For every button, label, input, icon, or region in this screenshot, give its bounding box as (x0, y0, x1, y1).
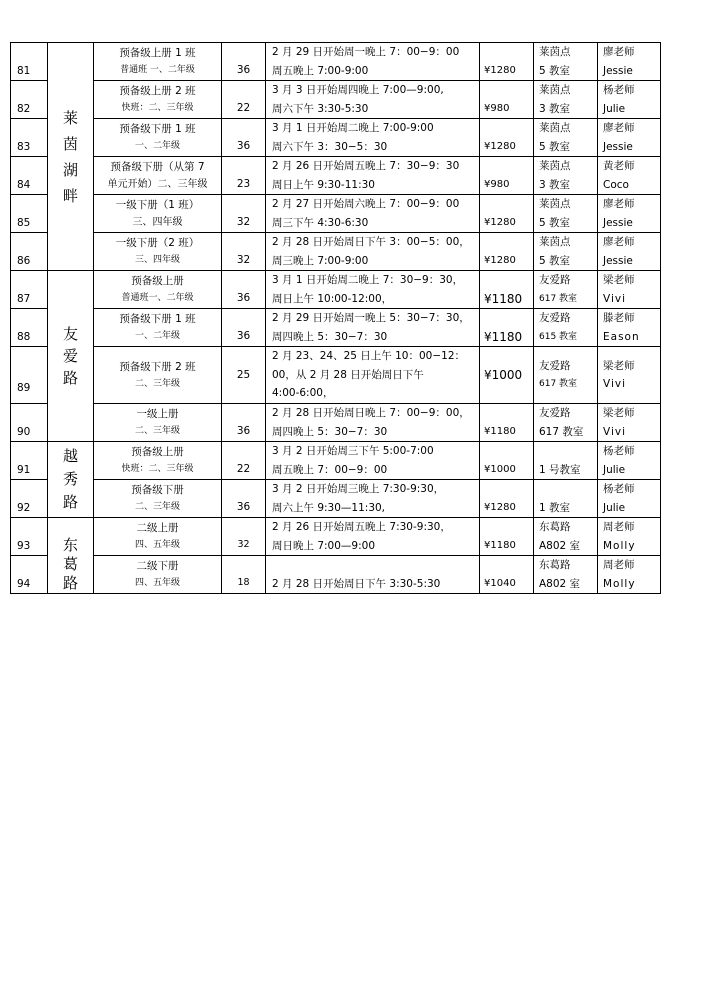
schedule: 3 月 2 日开始周三下午 5:00-7:00 周五晚上 7：00−9：00 (266, 442, 480, 480)
price: ¥1180 (480, 404, 534, 442)
schedule: 2 月 29 日开始周一晚上 5：30−7：30， 周四晚上 5：30−7：30 (266, 309, 480, 347)
course-name: 二级上册 四、五年级 (94, 518, 222, 556)
schedule: 2 月 29 日开始周一晚上 7：00−9：00 周五晚上 7:00-9:00 (266, 43, 480, 81)
price: ¥1280 (480, 119, 534, 157)
course-name: 预备级上册 普通班一、二年级 (94, 271, 222, 309)
schedule: 2 月 26 日开始周五晚上 7：30−9：30 周日上午 9:30-11:30 (266, 157, 480, 195)
table-row (11, 518, 661, 556)
row-number: 88 (11, 309, 48, 347)
price: ¥980 (480, 81, 534, 119)
price: ¥1180 (480, 518, 534, 556)
student-count: 36 (222, 119, 266, 157)
table-row (11, 556, 661, 594)
price: ¥980 (480, 157, 534, 195)
course-name: 二级下册 四、五年级 (94, 556, 222, 594)
student-count: 32 (222, 518, 266, 556)
course-name: 预备级上册 快班：二、三年级 (94, 442, 222, 480)
classroom: 莱茵点 5 教室 (534, 43, 598, 81)
student-count: 36 (222, 480, 266, 518)
course-name: 一级下册（1 班） 三、四年级 (94, 195, 222, 233)
classroom: 友爱路 617 教室 (534, 404, 598, 442)
teacher: 廖老师 Jessie (598, 195, 661, 233)
teacher: 周老师 Molly (598, 518, 661, 556)
student-count: 36 (222, 271, 266, 309)
student-count: 36 (222, 43, 266, 81)
student-count: 32 (222, 195, 266, 233)
row-number: 92 (11, 480, 48, 518)
table-row (11, 43, 661, 81)
location-donggelu: 东 葛 路 (48, 518, 94, 594)
schedule: 2 月 26 日开始周五晚上 7:30-9:30， 周日晚上 7:00—9:00 (266, 518, 480, 556)
classroom: 莱茵点 5 教室 (534, 195, 598, 233)
teacher: 周老师 Molly (598, 556, 661, 594)
teacher: 梁老师 Vivi (598, 271, 661, 309)
classroom: 莱茵点 3 教室 (534, 81, 598, 119)
table-row (11, 233, 661, 271)
table-row (11, 157, 661, 195)
schedule: 2 月 28 日开始周日晚上 7：00−9：00， 周四晚上 5：30−7：30 (266, 404, 480, 442)
schedule: 3 月 2 日开始周三晚上 7:30-9:30， 周六上午 9:30—11:30, (266, 480, 480, 518)
student-count: 23 (222, 157, 266, 195)
course-name: 预备级下册 2 班 二、三年级 (94, 347, 222, 404)
table-row (11, 119, 661, 157)
table-row (11, 347, 661, 404)
price: ¥1000 (480, 347, 534, 404)
classroom: 友爱路 615 教室 (534, 309, 598, 347)
schedule: 2 月 28 日开始周日下午 3：00−5：00， 周三晚上 7:00-9:00 (266, 233, 480, 271)
student-count: 22 (222, 81, 266, 119)
course-name: 预备级下册 1 班 一、二年级 (94, 309, 222, 347)
row-number: 89 (11, 347, 48, 404)
classroom: 1 教室 (534, 480, 598, 518)
price: ¥1180 (480, 309, 534, 347)
schedule: 2 月 28 日开始周日下午 3:30-5:30 (266, 556, 480, 594)
price: ¥1280 (480, 43, 534, 81)
teacher: 杨老师 Julie (598, 480, 661, 518)
row-number: 86 (11, 233, 48, 271)
classroom: 莱茵点 5 教室 (534, 233, 598, 271)
schedule: 3 月 1 日开始周二晚上 7:00-9:00 周六下午 3：30−5：30 (266, 119, 480, 157)
table-row (11, 271, 661, 309)
teacher: 廖老师 Jessie (598, 233, 661, 271)
teacher: 滕老师 Eason (598, 309, 661, 347)
classroom: 东葛路 A802 室 (534, 518, 598, 556)
table-row (11, 442, 661, 480)
row-number: 84 (11, 157, 48, 195)
classroom: 友爱路 617 教室 (534, 347, 598, 404)
student-count: 36 (222, 404, 266, 442)
table-row (11, 195, 661, 233)
classroom: 1 号教室 (534, 442, 598, 480)
row-number: 91 (11, 442, 48, 480)
teacher: 梁老师 Vivi (598, 404, 661, 442)
classroom: 莱茵点 3 教室 (534, 157, 598, 195)
classroom: 友爱路 617 教室 (534, 271, 598, 309)
table-row (11, 309, 661, 347)
course-name: 预备级下册 1 班 一、二年级 (94, 119, 222, 157)
teacher: 梁老师 Vivi (598, 347, 661, 404)
table-row (11, 81, 661, 119)
classroom: 莱茵点 5 教室 (534, 119, 598, 157)
row-number: 87 (11, 271, 48, 309)
table-row (11, 480, 661, 518)
teacher: 廖老师 Jessie (598, 43, 661, 81)
schedule: 3 月 1 日开始周二晚上 7：30−9：30， 周日上午 10:00-12:00， (266, 271, 480, 309)
teacher: 杨老师 Julie (598, 81, 661, 119)
price: ¥1040 (480, 556, 534, 594)
schedule: 2 月 23、24、25 日上午 10：00−12： 00，从 2 月 28 日开始周日下午 4:00-6:00， (266, 347, 480, 404)
row-number: 94 (11, 556, 48, 594)
student-count: 36 (222, 309, 266, 347)
course-name: 预备级下册（从第 7 单元开始）二、三年级 (94, 157, 222, 195)
location-laiyinhupan: 莱 茵 湖 畔 (48, 43, 94, 271)
row-number: 85 (11, 195, 48, 233)
student-count: 22 (222, 442, 266, 480)
price: ¥1000 (480, 442, 534, 480)
course-name: 预备级上册 2 班 快班：二、三年级 (94, 81, 222, 119)
row-number: 90 (11, 404, 48, 442)
row-number: 81 (11, 43, 48, 81)
schedule: 3 月 3 日开始周四晚上 7:00—9:00, 周六下午 3:30-5:30 (266, 81, 480, 119)
row-number: 83 (11, 119, 48, 157)
teacher: 杨老师 Julie (598, 442, 661, 480)
student-count: 25 (222, 347, 266, 404)
row-number: 93 (11, 518, 48, 556)
location-youailu: 友 爱 路 (48, 271, 94, 442)
teacher: 黄老师 Coco (598, 157, 661, 195)
teacher: 廖老师 Jessie (598, 119, 661, 157)
course-name: 预备级下册 二、三年级 (94, 480, 222, 518)
row-number: 82 (11, 81, 48, 119)
price: ¥1280 (480, 480, 534, 518)
price: ¥1180 (480, 271, 534, 309)
course-name: 预备级上册 1 班 普通班 一、二年级 (94, 43, 222, 81)
table-row (11, 404, 661, 442)
classroom: 东葛路 A802 室 (534, 556, 598, 594)
location-yuexiulu: 越 秀 路 (48, 442, 94, 518)
price: ¥1280 (480, 195, 534, 233)
schedule: 2 月 27 日开始周六晚上 7：00−9：00 周三下午 4:30-6:30 (266, 195, 480, 233)
student-count: 18 (222, 556, 266, 594)
price: ¥1280 (480, 233, 534, 271)
course-name: 一级下册（2 班） 三、四年级 (94, 233, 222, 271)
class-schedule-table (10, 42, 661, 594)
student-count: 32 (222, 233, 266, 271)
course-name: 一级上册 二、三年级 (94, 404, 222, 442)
